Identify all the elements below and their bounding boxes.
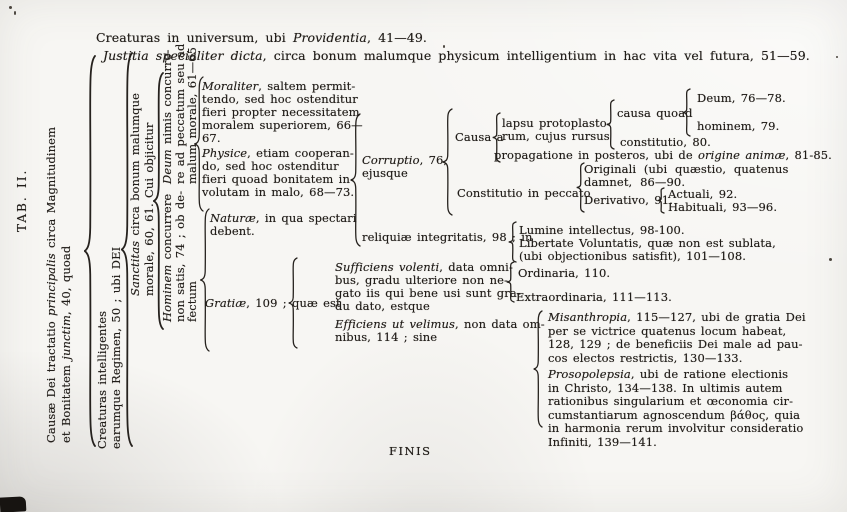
node-physice: Physice, etiam cooperan- do, sed hoc ostenditur fieri quoad bonitatem in- volutam in malo, 68—73.: [202, 146, 355, 199]
ink-blot-artifact: [0, 496, 26, 512]
node-reliquiae: reliquiæ integritatis, 98 ; in: [362, 230, 533, 244]
finis-label: FINIS: [389, 444, 432, 458]
node-deum-nimis: Deum nimis concurre- re ad peccatum seu ad malum morale, 61—65: [160, 43, 199, 184]
node-corruptio: Corruptio, 76, ejusque: [362, 153, 448, 180]
brace-hominem: [200, 208, 210, 352]
node-naturae: Naturæ, in qua spectari debent.: [210, 211, 357, 238]
speck-artifact: [9, 6, 12, 9]
node-misanthropia: Misanthropia, 115—127, ubi de gratia Dei per se victrice quatenus locum habeat, 128, 129 ; de beneficiis Dei male ad pau- cos electos restrictis, 130—133.: [548, 310, 806, 365]
speck-artifact: [829, 258, 832, 261]
node-sanctitas: Sanctitas circa bonum malumque morale, 60, 61. Cui objicitur: [128, 93, 156, 296]
node-causa-a: Causa a: [455, 130, 504, 144]
node-deum-76: Deum, 76—78.: [697, 91, 786, 105]
speck-artifact: [14, 11, 16, 15]
node-creaturas-intelligentes: Creaturas intelligentes earumque Regimen, 50 ; ubi DEI: [95, 246, 123, 449]
speck-artifact: [836, 56, 838, 58]
node-prosopolepsia: Prosopolepsia, ubi de ratione electionis in Christo, 134—138. In ultimis autem rationibus singularium et œconomia cir- cumstantiarum agnoscendum βάθος, quia in harmonia rerum involvitur consideratio Infiniti, 139—141.: [548, 367, 804, 449]
node-hominem-concurrere: Hominem concurrere non satis, 74 ; ob de- fectum: [160, 190, 199, 322]
node-efficiens: Efficiens ut velimus, non data om- nibus, 114 ; sine: [335, 317, 545, 344]
speck-artifact: [443, 45, 445, 48]
node-constitutio-80: constitutio, 80.: [620, 135, 711, 149]
node-hominem-79: hominem, 79.: [697, 119, 780, 133]
table-number-label: TAB. II.: [15, 168, 29, 232]
node-gratiae: Gratiæ, 109 ; quæ est: [205, 296, 341, 310]
node-lapsu: lapsu protoplasto- rum, cujus rursus: [502, 116, 611, 143]
node-creaturas-universum: Creaturas in universum, ubi Providentia, 41—49.: [96, 30, 427, 45]
node-actuali: Actuali, 92.: [668, 187, 738, 201]
node-sufficiens: Sufficiens volenti, data omni- bus, gradu ulteriore non ne- gato iis qui bene usi sunt gra- du dato, estque: [335, 260, 521, 313]
node-justitia: Justitia specialiter dicta, circa bonum malumque physicum intelligentium in hac vita vel futura, 51—59.: [103, 48, 810, 63]
node-causae-dei: Causæ Dei tractatio principalis circa Magnitudinem et Bonitatem junctim, 40, quoad: [44, 126, 73, 443]
node-derivativo: Derivativo, 91.: [584, 193, 673, 207]
node-libertate: Libertate Voluntatis, quæ non est sublata, (ubi objectionibus satisfit), 101—108.: [519, 236, 776, 263]
node-causa-quoad: causa quoad: [617, 106, 693, 120]
node-ordinaria: Ordinaria, 110.: [518, 266, 611, 280]
node-lumine: Lumine intellectus, 98-100.: [519, 223, 685, 237]
node-extraordinaria: Extraordinaria, 111—113.: [516, 290, 672, 304]
node-originali: Originali (ubi quæstio, quatenus damnet, 86—90.: [584, 162, 789, 189]
node-constitutio-in-peccato: Constitutio in peccato: [457, 186, 591, 200]
node-moraliter: Moraliter, saltem permit- tendo, sed hoc ostenditur fieri propter necessitatem moralem superiorem, 66— 67.: [202, 79, 363, 145]
node-propagatione: propagatione in posteros, ubi de origine animæ, 81-85.: [494, 148, 832, 162]
node-habituali: Habituali, 93—96.: [668, 200, 778, 214]
